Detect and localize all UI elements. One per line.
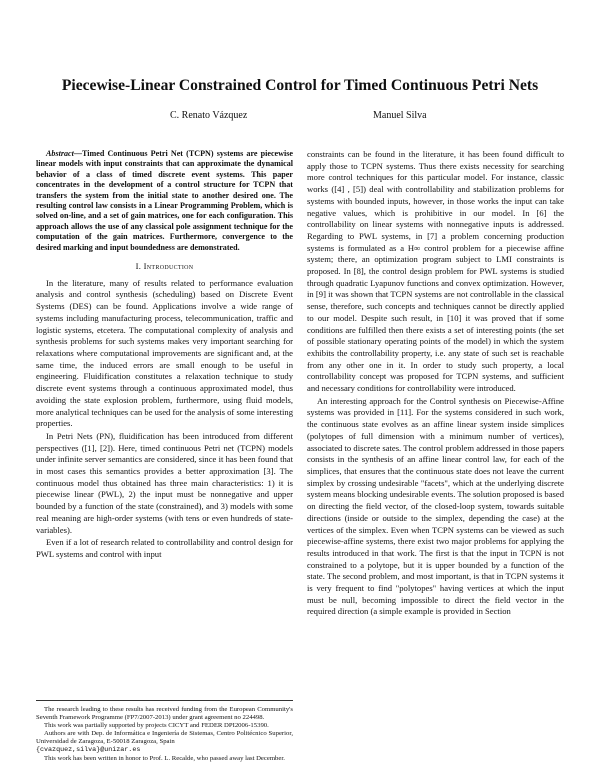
footnote: This work has been written in honor to Prof. L. Recalde, who passed away last December. [44,754,285,762]
abstract [36,149,293,253]
footnote: The research leading to these results has received funding from the European Community's Seventh Framework Programme (FP7/2007-2013) under grant agreement no 224498. [36,706,293,722]
author-email: {cvazquez,silva}@unizar.es [36,746,141,755]
right-column [307,149,564,619]
left-column [36,149,293,562]
author-name: Manuel Silva [373,110,427,121]
footnotes [36,700,293,763]
abstract-text: —Timed Continuous Petri Net (TCPN) systems are piecewise linear models with input constraints that can approximate the dynamical behavior of a class of timed discrete event systems. This paper concentrates in the development of a control structure for TCPN that transfers the system from the initial state to another desired one. The resulting control law consists in a Linear Programming Problem, which is solved on-line, and a set of gain matrices, one for each configuration. This approach allows the use of any classical pole assignment technique for the computation of the gain matrices. Furthermore, convergence to the desired marking and input boundedness are demonstrated. [36,149,293,252]
body-paragraph: Even if a lot of research related to controllability and control design for PWL systems and control with input [36,537,293,559]
paper-title: Piecewise-Linear Constrained Control for Timed Continuous Petri Nets [61,77,539,94]
author-name: C. Renato Vázquez [170,110,248,121]
body-paragraph: An interesting approach for the Control synthesis on Piecewise-Affine systems was provided in [11]. For the systems considered in such work, the continuous state evolves as an affine linear system inside simplices (polytopes of full dimension with a minimum number of vertices), associated to discrete sates. The control problem addressed in those papers consists in the synthesis of an affine linear control law, for each of the simplices, that ensures that the continuous state does not leave the current simplex by crossing undesirable "facets", which at the underlying discrete system means blocking undesirable events. The solution proposed is based on directing the field vector, of the closed-loop system, towards suitable directions (inside or outside to the simplex, depending the case) at the vertices of the simplex. Even when TCPN systems can be viewed as such piecewise-affine systems, there exist two major problems for applying the results introduced in that work. The first is that the input in TCPN is not constrained to a polytope, but it is upper bounded by a function of the state. The second problem, and most important, is that in TCPN systems it is very frequent to find "polytopes" having vertices at which the input must be null, becoming impossible to direct the field vector in the required direction (a simple example is provided in Section [307,395,564,617]
body-paragraph: In the literature, many of results related to performance evaluation analysis and control synthesis (scheduling) based on Discrete Event Systems (DES) can be found. Applications involve a wide range of systems including manufacturing process, telecommunication, traffic and logistic systems, etcetera. The computational complexity of analysis and synthesis problems for such systems makes very important searching for relaxations where computational improvements are significant and, at the same time, the induced errors are small enough to be useful in engineering. Fluidification constitutes a relaxation technique to study discrete event systems through a continuous approximated model, thus avoiding the state explosion problem, furthermore, using fluid models, more analytical techniques can be used for the analysis of some interesting properties. [36,277,294,429]
abstract-label: Abstract [46,149,74,158]
section-number: I. [135,261,142,272]
body-paragraph: constraints can be found in the literature, it has been found difficult to apply those to TCPN systems. Thus there exists necessity for searching more control techniques for this particular model. For instance, classic works ([4] , [5]) deal with controllability and stabilization problems for systems with bounded inputs, however, in those works the input can take negative values, which is prohibitive in our model. In [6] the controllability on linear systems with nonnegative inputs is addressed. Regarding to PWL systems, in [7] a problem concerning production systems is formulated as a H∞ control problem for a piecewise affine system; there, an optimization program subject to LMI constraints is proposed. In [8], the control design problem for PWL systems is studied through quadratic Lyapunov functions and convex optimization. However, in [9] it was shown that TCPN systems are not controllable in the classical sense, therefore, such concepts and techniques cannot be directly applied to our model. Despite such result, in [10] it was proved that if some conditions are fulfilled then there exists a set of interesting points (the set of possible stationary operating points of the model) in which the system exhibits the controllability property, i.e. any state of such set is reachable from any other one in it. In order to study such property, a local controllability concept was proposed for TCPN systems, and sufficient and necessary conditions for controllability were introduced. [307,149,564,394]
section-heading [36,261,293,273]
footnote: This work was partially supported by projects CICYT and FEDER DPI2006-15390. [44,722,269,730]
footnote: Authors are with Dep. de Informática e Ingeniería de Sistemas, Centro Politécnico Superior, Universidad de Zaragoza, E-50018 Zaragoza, Spain [36,730,293,746]
section-title: Introduction [143,261,194,272]
body-paragraph: In Petri Nets (PN), fluidification has been introduced from different perspectives ([1], [2]). Here, timed continuous Petri net (TCPN) models under infinite server semantics are considered, since it has been found that in most cases this semantics provides a better approximation [3]. The continuous model thus obtained has three main characteristics: 1) it is piecewise linear (PWL), 2) the input must be nonnegative and upper bounded by a function of the state (constrained), and 3) models with some real meaning are high-order systems (with tens or even hundreds of state-variables). [36,430,293,535]
